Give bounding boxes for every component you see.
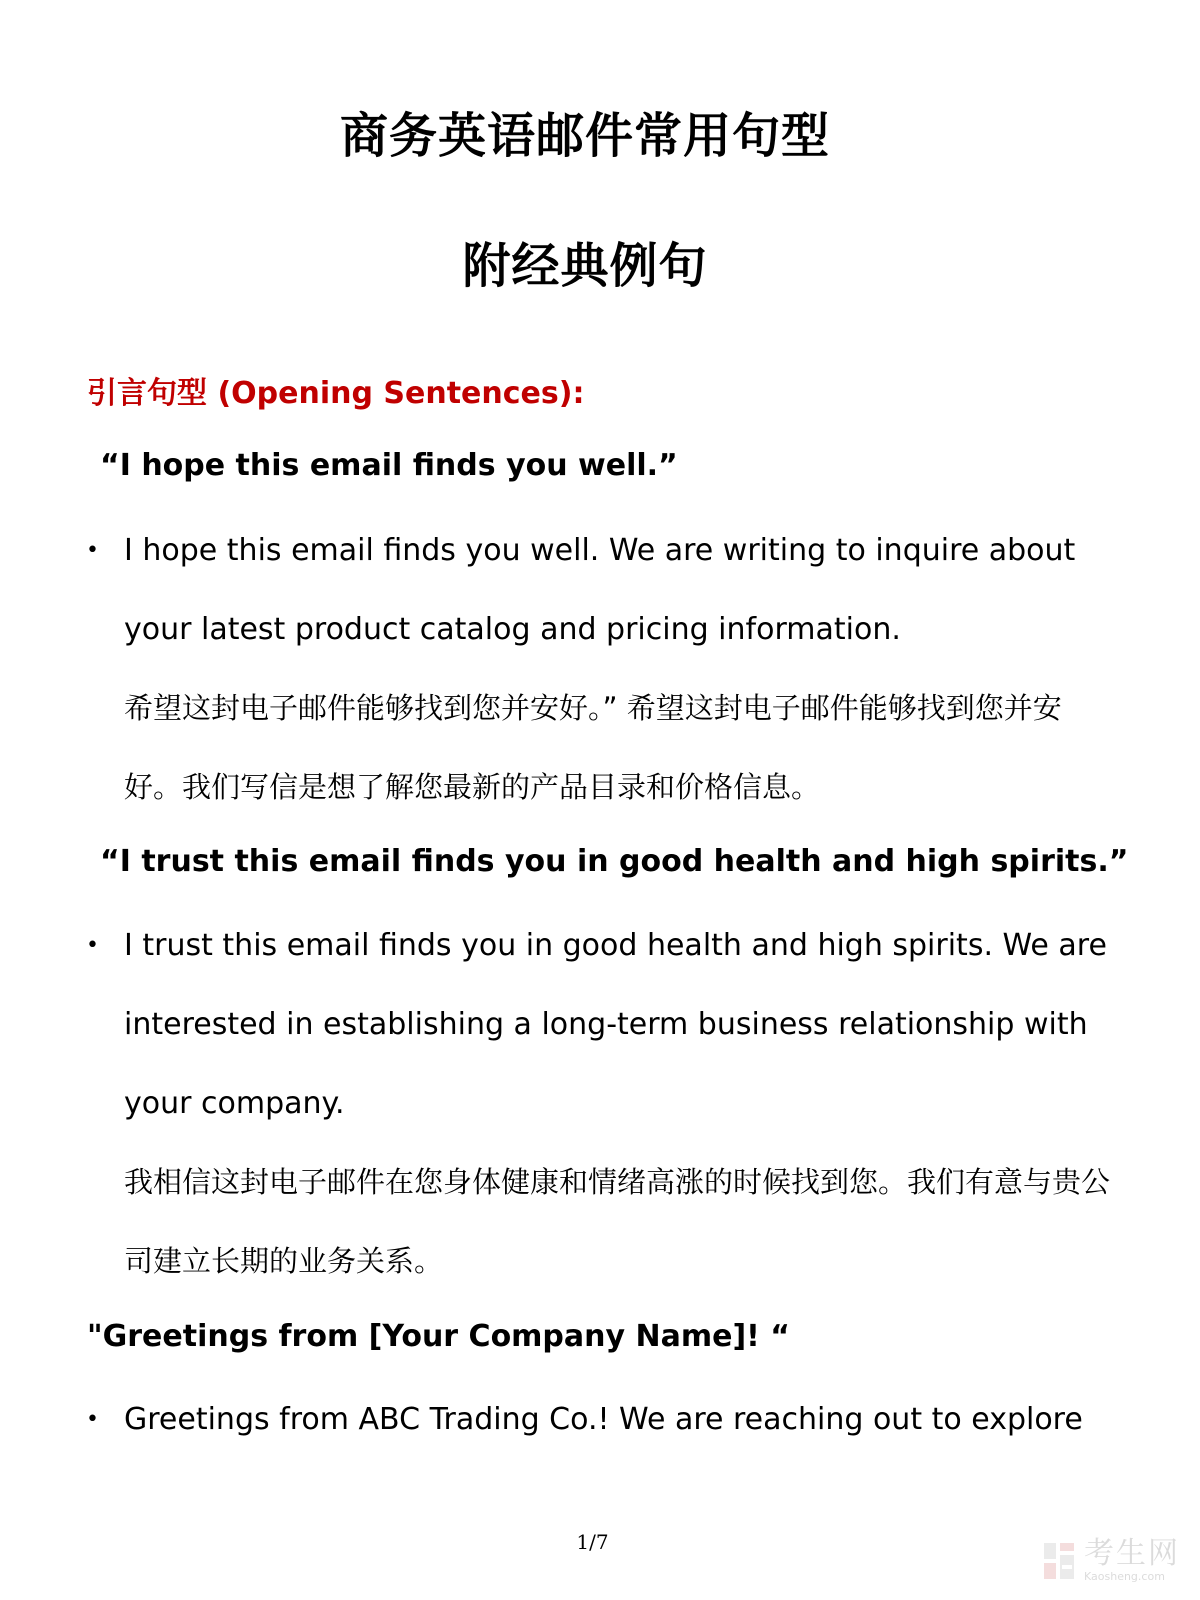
phrase-heading-2: “I trust this email finds you in good health and high spirits.” [100, 844, 1129, 879]
example-english-2: I trust this email finds you in good health and high spirits. We are interested in establishing a long-term business relationship with your company. [124, 928, 1107, 1121]
bullet-icon: • [86, 933, 99, 958]
example-block-1 [124, 511, 1114, 827]
bullet-icon: • [86, 538, 99, 563]
example-block-3 [124, 1380, 1114, 1459]
example-block-2 [124, 906, 1114, 1301]
section-heading-opening-sentences: 引言句型 (Opening Sentences): [87, 376, 585, 411]
phrase-heading-1: “I hope this email finds you well.” [100, 448, 678, 483]
phrase-heading-3: "Greetings from [Your Company Name]! “ [87, 1319, 791, 1354]
page-number: 1/7 [576, 1530, 609, 1554]
page-title: 商务英语邮件常用句型 [339, 108, 830, 164]
bullet-icon: • [86, 1407, 99, 1432]
page-subtitle: 附经典例句 [462, 238, 708, 294]
example-chinese-2: 我相信这封电子邮件在您身体健康和情绪高涨的时候找到您。我们有意与贵公司建立长期的业务关系。 [124, 1165, 1111, 1278]
example-chinese-1: 希望这封电子邮件能够找到您并安好。” 希望这封电子邮件能够找到您并安好。我们写信是想了解您最新的产品目录和价格信息。 [124, 691, 1062, 804]
watermark-logo-subtext: Kaosheng.com [1084, 1570, 1165, 1583]
watermark-logo-text: 考生网 [1084, 1536, 1180, 1571]
example-english-3: Greetings from ABC Trading Co.! We are reaching out to explore [124, 1402, 1083, 1437]
example-english-1: I hope this email finds you well. We are writing to inquire about your latest product catalog and pricing information. [124, 533, 1076, 647]
